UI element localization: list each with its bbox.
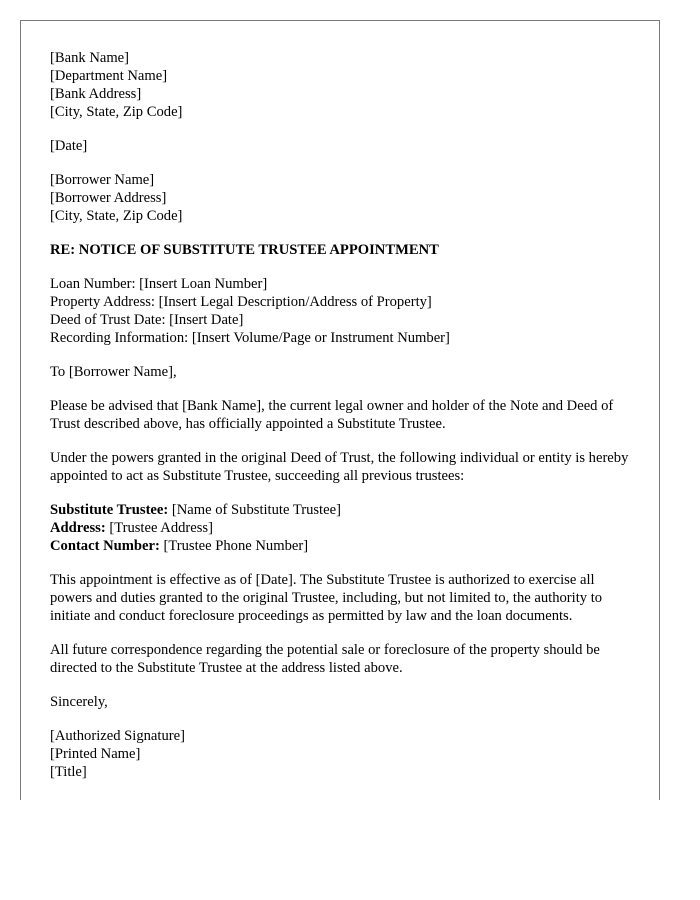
closing: Sincerely,	[50, 694, 108, 710]
bank-address: [Bank Address]	[50, 86, 142, 102]
loan-number: Loan Number: [Insert Loan Number]	[50, 276, 268, 292]
date-block	[50, 137, 640, 155]
paragraph-appointment: Under the powers granted in the original Deed of Trust, the following individual or entity is hereby appointed to act as Substitute Trustee, succeeding all previous trustees:	[50, 450, 629, 484]
trustee-name-value: [Name of Substitute Trustee]	[168, 502, 341, 518]
trustee-name-line	[50, 501, 640, 519]
recording-information: Recording Information: [Insert Volume/Page or Instrument Number]	[50, 330, 450, 346]
signature-block	[50, 727, 640, 781]
trustee-contact-line	[50, 537, 640, 555]
printed-name: [Printed Name]	[50, 746, 141, 762]
borrower-address: [Borrower Address]	[50, 190, 167, 206]
letter-content	[50, 49, 640, 797]
trustee-contact-label: Contact Number:	[50, 538, 160, 554]
deed-of-trust-date: Deed of Trust Date: [Insert Date]	[50, 312, 244, 328]
trustee-contact-value: [Trustee Phone Number]	[159, 538, 309, 554]
bank-city-state-zip: [City, State, Zip Code]	[50, 104, 183, 120]
authorized-signature: [Authorized Signature]	[50, 728, 185, 744]
department-name: [Department Name]	[50, 68, 168, 84]
trustee-address-line	[50, 519, 640, 537]
letter-date: [Date]	[50, 138, 88, 154]
subject-heading: RE: NOTICE OF SUBSTITUTE TRUSTEE APPOINTMENT	[50, 242, 439, 258]
paragraph-correspondence: All future correspondence regarding the potential sale or foreclosure of the property should be directed to the Substitute Trustee at the address listed above.	[50, 642, 600, 676]
letter-page	[20, 20, 660, 800]
salutation: To [Borrower Name],	[50, 364, 177, 380]
bank-address-block	[50, 49, 640, 121]
signer-title: [Title]	[50, 764, 87, 780]
borrower-city-state-zip: [City, State, Zip Code]	[50, 208, 183, 224]
trustee-address-value: [Trustee Address]	[105, 520, 213, 536]
paragraph-notice: Please be advised that [Bank Name], the current legal owner and holder of the Note and Deed of Trust described above, has officially appointed a Substitute Trustee.	[50, 398, 614, 432]
paragraph-effective: This appointment is effective as of [Date]. The Substitute Trustee is authorized to exercise all powers and duties granted to the original Trustee, including, but not limited to, the authority to initiate and conduct foreclosure proceedings as permitted by law and the loan documents.	[50, 572, 603, 624]
borrower-name: [Borrower Name]	[50, 172, 155, 188]
property-address: Property Address: [Insert Legal Description/Address of Property]	[50, 294, 432, 310]
trustee-address-label: Address:	[50, 520, 106, 536]
trustee-details-block	[50, 501, 640, 555]
borrower-address-block	[50, 171, 640, 225]
loan-details-block	[50, 275, 640, 347]
bank-name: [Bank Name]	[50, 50, 130, 66]
trustee-name-label: Substitute Trustee:	[50, 502, 169, 518]
